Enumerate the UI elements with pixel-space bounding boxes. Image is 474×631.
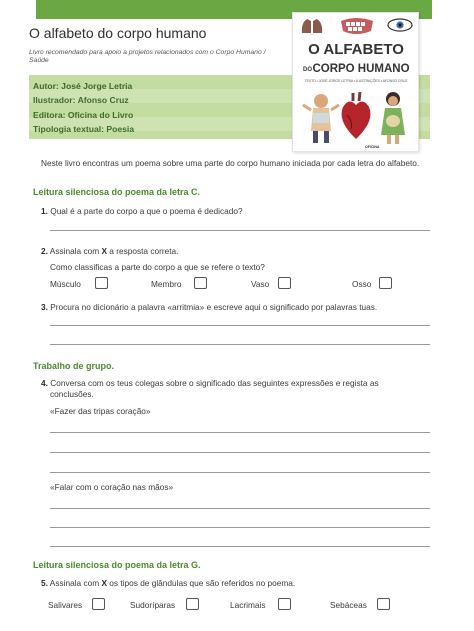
option-sebaceas-label: Sebáceas (330, 600, 367, 610)
cover-title-line2: CORPO HUMANO (312, 63, 410, 75)
question-5 (41, 578, 295, 589)
cover-title-line1: O ALFABETO (308, 41, 404, 58)
girl-figure-icon (381, 92, 405, 144)
book-cover (292, 12, 419, 152)
info-ilustrador: Ilustrador: Afonso Cruz (33, 95, 129, 106)
question-4 (41, 378, 379, 389)
question-text: os tipos de glândulas que são referidos no poema. (109, 578, 296, 588)
section-title-c: Leitura silenciosa do poema da letra C. (33, 187, 201, 197)
question-text: Qual é a parte do corpo a que o poema é dedicado? (50, 206, 243, 216)
question-2 (41, 246, 178, 257)
page-title: O alfabeto do corpo humano (29, 25, 207, 41)
heart-figure-icon (342, 92, 371, 139)
option-vaso-checkbox[interactable] (278, 277, 291, 289)
question-number: 3. (41, 302, 48, 312)
question-2-sub: Como classificas a parte do corpo a que se refere o texto? (50, 262, 265, 272)
question-text: Procura no dicionário a palavra «arritmia» e escreve aqui o significado por palavras tuas. (50, 302, 378, 312)
section-title-group: Trabalho de grupo. (33, 361, 115, 371)
answer-line[interactable] (50, 508, 430, 509)
question-text: Assinala com (49, 246, 100, 256)
option-sudoriparas-label: Sudoríparas (130, 600, 176, 610)
question-text: Conversa com os teus colegas sobre o significado das seguintes expressões e regista as (50, 378, 379, 388)
question-1 (41, 206, 243, 217)
info-autor: Autor: José Jorge Letria (33, 81, 133, 91)
expression-2: «Falar com o coração nas mãos» (50, 482, 174, 492)
question-3 (41, 302, 377, 313)
expression-1: «Fazer das tripas coração» (50, 406, 151, 416)
answer-line[interactable] (50, 546, 430, 547)
option-salivares-checkbox[interactable] (92, 598, 105, 610)
mark-x: X (101, 578, 107, 588)
answer-line[interactable] (50, 230, 430, 231)
answer-line[interactable] (50, 432, 430, 433)
page-subtitle: Livro recomendado para apoio a projetos relacionados com o Corpo Humano / Saúde (29, 49, 266, 64)
cover-credits: TEXTO • JOSÉ JORGE LETRIA • ILUSTRAÇÕES • AFONSO CRUZ (304, 79, 408, 83)
answer-line[interactable] (50, 452, 430, 453)
mark-x: X (101, 246, 107, 256)
question-number: 2. (41, 246, 48, 256)
option-sudoriparas-checkbox[interactable] (186, 598, 199, 610)
question-4-line2: conclusões. (50, 389, 94, 399)
question-number: 1. (41, 206, 48, 216)
option-musculo-checkbox[interactable] (95, 277, 108, 289)
intro-paragraph: Neste livro encontras um poema sobre uma parte do corpo humano iniciada por cada letra do alfabeto. (41, 158, 420, 168)
question-number: 4. (41, 378, 48, 388)
cover-publisher: OFICINA (365, 145, 380, 149)
eye-icon (388, 19, 412, 31)
option-vaso-label: Vaso (251, 279, 270, 289)
option-sebaceas-checkbox[interactable] (377, 598, 390, 610)
cover-title-prefix: DO (303, 67, 312, 73)
answer-line[interactable] (50, 527, 430, 528)
info-tipologia: Tipologia textual: Poesia (33, 123, 135, 134)
option-membro-checkbox[interactable] (194, 277, 207, 289)
option-lacrimais-checkbox[interactable] (278, 598, 291, 610)
info-lines (33, 79, 134, 136)
option-musculo-label: Músculo (50, 279, 81, 289)
answer-line[interactable] (50, 472, 430, 473)
option-membro-label: Membro (151, 279, 182, 289)
lungs-icon (302, 19, 322, 33)
option-lacrimais-label: Lacrimais (230, 600, 266, 610)
answer-line[interactable] (50, 344, 430, 345)
option-salivares-label: Salivares (48, 600, 83, 610)
info-editora: Editora: Oficina do Livro (33, 109, 134, 120)
question-text: Assinala com (49, 578, 100, 588)
section-title-g: Leitura silenciosa do poema da letra G. (33, 560, 201, 570)
option-osso-label: Osso (352, 279, 372, 289)
teeth-icon (341, 18, 373, 34)
answer-line[interactable] (50, 325, 430, 326)
boy-figure-icon (303, 94, 339, 143)
option-osso-checkbox[interactable] (379, 277, 392, 289)
book-cover-illustration (293, 13, 420, 153)
question-number: 5. (41, 578, 48, 588)
question-text: a resposta correta. (109, 246, 179, 256)
